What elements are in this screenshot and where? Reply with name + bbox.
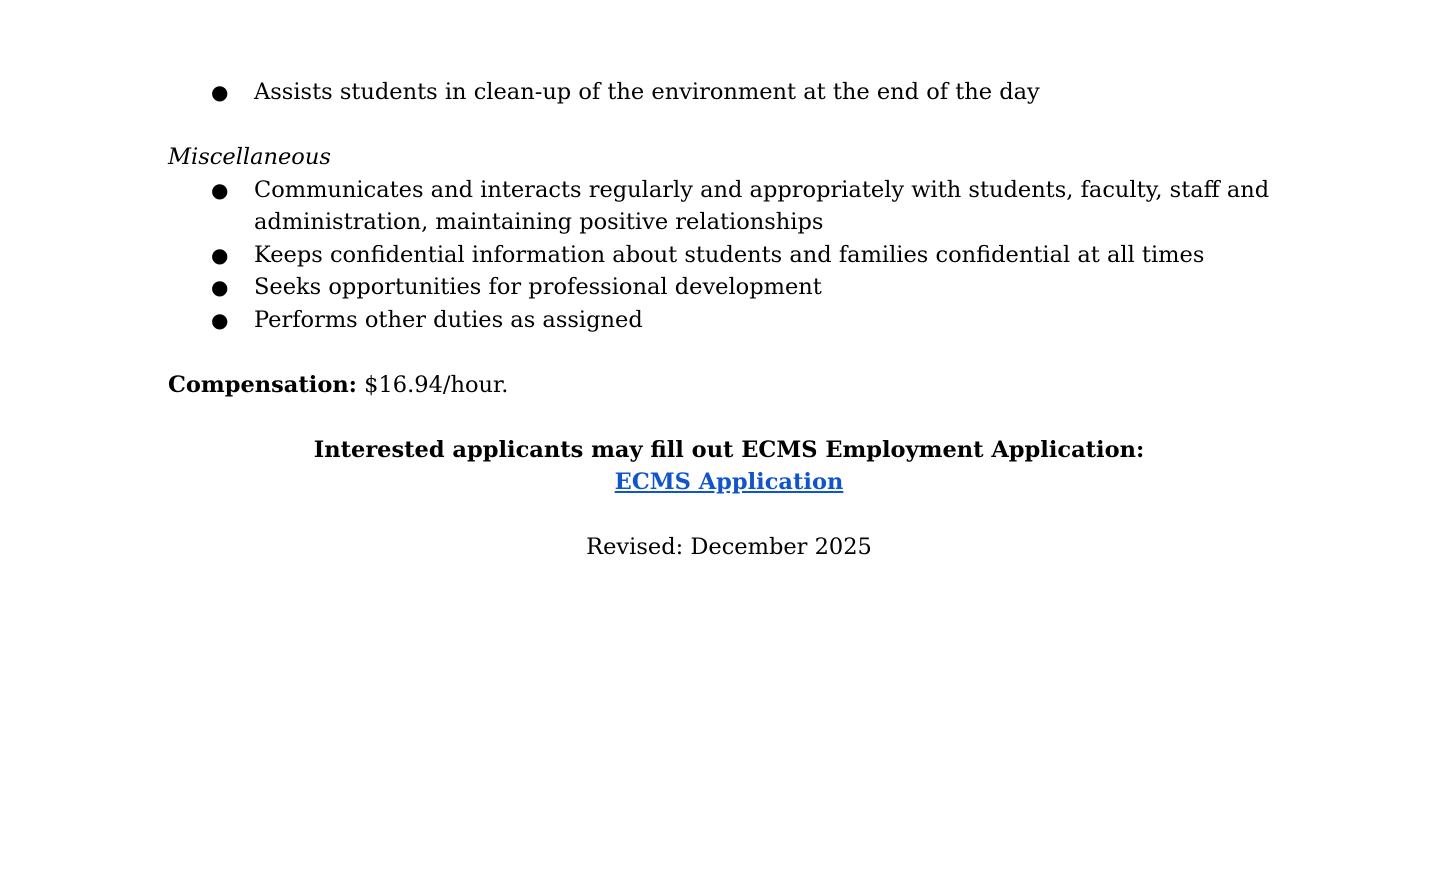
bullet-icon: ● (211, 80, 229, 104)
bullet-icon: ● (211, 242, 229, 267)
list-item (168, 304, 1288, 337)
list-item (168, 271, 1288, 304)
list-item (168, 239, 1288, 272)
compensation-label: Compensation: (168, 371, 357, 398)
application-instructions: Interested applicants may fill out ECMS Employment Application: (313, 436, 1145, 463)
bullet-icon: ● (211, 177, 229, 202)
bullet-icon: ● (211, 275, 229, 299)
list-item-text: Communicates and interacts regularly and appropriately with students, faculty, staff and administration, maintaining positive relationships (254, 176, 1270, 235)
document-page (168, 76, 1288, 564)
list-item-text: Seeks opportunities for professional development (254, 274, 822, 300)
bullet-icon: ● (211, 307, 229, 332)
list-item-text: Assists students in clean-up of the environment at the end of the day (254, 79, 1040, 105)
miscellaneous-list (168, 174, 1288, 337)
list-item-text: Keeps confidential information about students and families confidential at all times (254, 241, 1205, 268)
compensation-line (168, 369, 1288, 402)
duties-list (168, 76, 1288, 109)
revised-date: Revised: December 2025 (586, 534, 872, 560)
section-heading-miscellaneous: Miscellaneous (168, 144, 331, 170)
list-item (168, 174, 1288, 239)
ecms-application-link[interactable]: ECMS Application (614, 469, 844, 495)
list-item (168, 76, 1288, 109)
paragraph-spacer (168, 499, 1288, 532)
paragraph-spacer (168, 401, 1288, 434)
compensation-value: $16.94/hour. (357, 371, 509, 398)
paragraph-spacer (168, 336, 1288, 369)
application-link-line (168, 466, 1290, 499)
paragraph-spacer (168, 109, 1288, 142)
list-item-text: Performs other duties as assigned (254, 306, 643, 333)
